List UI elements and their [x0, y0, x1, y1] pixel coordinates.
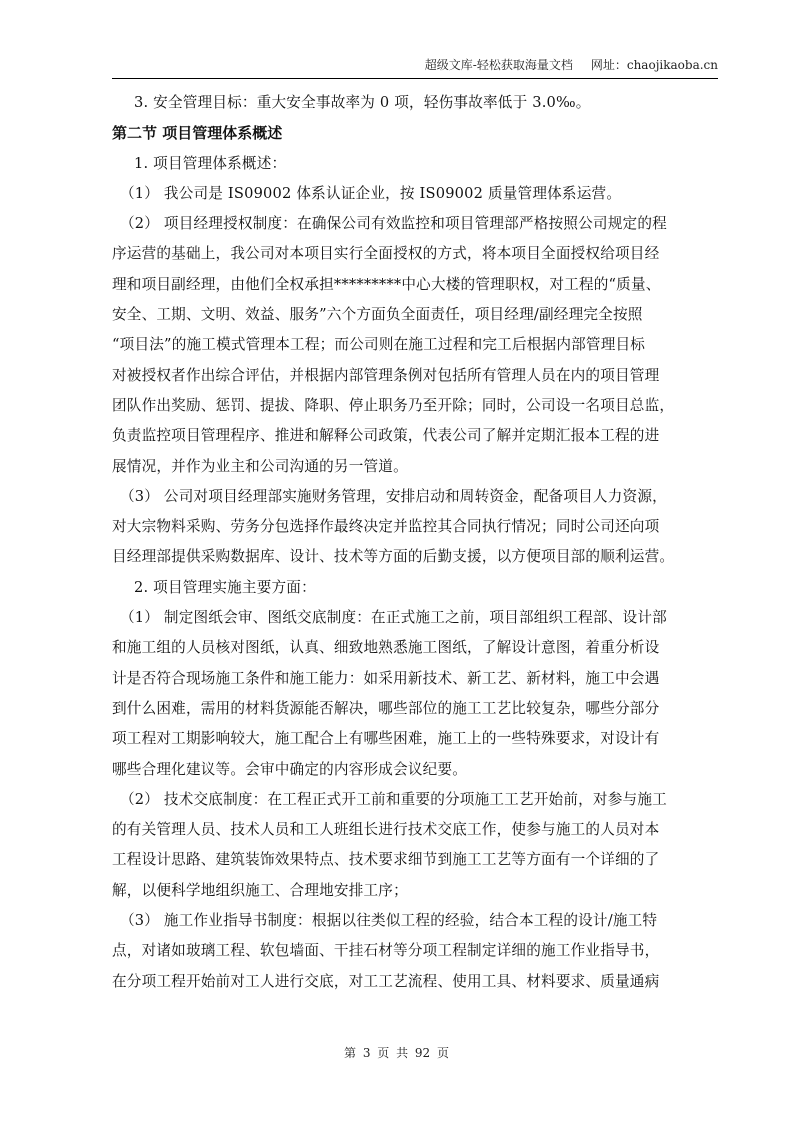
subheading-1: 1. 项目管理体系概述： — [134, 154, 287, 172]
paragraph-line: 的有关管理人员、技术人员和工人班组长进行技术交底工作，使参与施工的人员对本 — [112, 821, 660, 839]
paragraph-line: 负责监控项目管理程序、推进和解释公司政策，代表公司了解并定期汇报本工程的进 — [112, 427, 660, 445]
paragraph-line: 工程设计思路、建筑装饰效果特点、技术要求细节到施工工艺等方面有一个详细的了 — [112, 851, 660, 869]
document-body — [112, 88, 718, 997]
paragraph-line: 对被授权者作出综合评估，并根据内部管理条例对包括所有管理人员在内的项目管理 — [112, 366, 660, 384]
paragraph-line: （3） 施工作业指导书制度：根据以往类似工程的经验，结合本工程的设计/施工特 — [120, 912, 658, 930]
header-divider — [112, 78, 718, 79]
paragraph-line: 在分项工程开始前对工人进行交底，对工工艺流程、使用工具、材料要求、质量通病 — [112, 972, 660, 990]
paragraph-line: （2） 项目经理授权制度：在确保公司有效监控和项目管理部严格按照公司规定的程 — [120, 215, 667, 233]
section-heading: 第二节 项目管理体系概述 — [112, 124, 283, 143]
subheading-2: 2. 项目管理实施主要方面： — [134, 578, 316, 596]
paragraph-line: 项工程对工期影响较大，施工配合上有哪些困难，施工上的一些特殊要求，对设计有 — [112, 730, 660, 748]
paragraph-line: （3） 公司对项目经理部实施财务管理，安排启动和周转资金，配备项目人力资源， — [120, 487, 667, 505]
paragraph-line: 对大宗物料采购、劳务分包选择作最终决定并监控其合同执行情况；同时公司还向项 — [112, 518, 660, 536]
paragraph-line: 展情况，并作为业主和公司沟通的另一管道。 — [112, 457, 408, 475]
header-site-name: 超级文库-轻松获取海量文档 — [424, 58, 573, 72]
paragraph-line: 目经理部提供采购数据库、设计、技术等方面的后勤支援，以方便项目部的顺利运营。 — [112, 548, 675, 566]
paragraph-line: 团队作出奖励、惩罚、提拔、降职、停止职务乃至开除；同时，公司设一名项目总监， — [112, 396, 675, 414]
paragraph-line: 安全、工期、文明、效益、服务”六个方面负全面责任，项目经理/副经理完全按照 — [112, 306, 643, 324]
paragraph-line: 点，对诸如玻璃工程、软包墙面、干挂石材等分项工程制定详细的施工作业指导书， — [112, 942, 660, 960]
paragraph-line: 和施工组的人员核对图纸，认真、细致地熟悉施工图纸，了解设计意图，着重分析设 — [112, 639, 660, 657]
paragraph-line: 到什么困难，需用的材料货源能否解决，哪些部位的施工工艺比较复杂，哪些分部分 — [112, 699, 660, 717]
page-header — [112, 56, 718, 78]
paragraph-line: （1） 制定图纸会审、图纸交底制度：在正式施工之前，项目部组织工程部、设计部 — [120, 609, 667, 627]
paragraph-line: 理和项目副经理，由他们全权承担*********中心大楼的管理职权，对工程的“质量、 — [112, 275, 661, 293]
paragraph-line: 哪些合理化建议等。会审中确定的内容形成会议纪要。 — [112, 760, 468, 778]
paragraph-line: 序运营的基础上，我公司对本项目实行全面授权的方式，将本项目全面授权给项目经 — [112, 245, 660, 263]
paragraph-line: （2） 技术交底制度：在工程正式开工前和重要的分项施工工艺开始前，对参与施工 — [120, 790, 667, 808]
header-text — [425, 56, 718, 73]
paragraph-line: 计是否符合现场施工条件和施工能力：如采用新技术、新工艺、新材料，施工中会遇 — [112, 669, 660, 687]
paragraph-line: （1） 我公司是 IS09002 体系认证企业，按 IS09002 质量管理体系运营。 — [120, 184, 622, 202]
paragraph-line: “项目法”的施工模式管理本工程；而公司则在施工过程和完工后根据内部管理目标 — [112, 336, 646, 354]
header-url: 网址：chaojikaoba.cn — [590, 58, 718, 72]
safety-goal-line: 3. 安全管理目标：重大安全事故率为 0 项，轻伤事故率低于 3.0‰。 — [134, 94, 591, 111]
paragraph-line: 解，以便科学地组织施工、合理地安排工序； — [112, 881, 408, 899]
page-number: 第 3 页 共 92 页 — [344, 1046, 449, 1060]
